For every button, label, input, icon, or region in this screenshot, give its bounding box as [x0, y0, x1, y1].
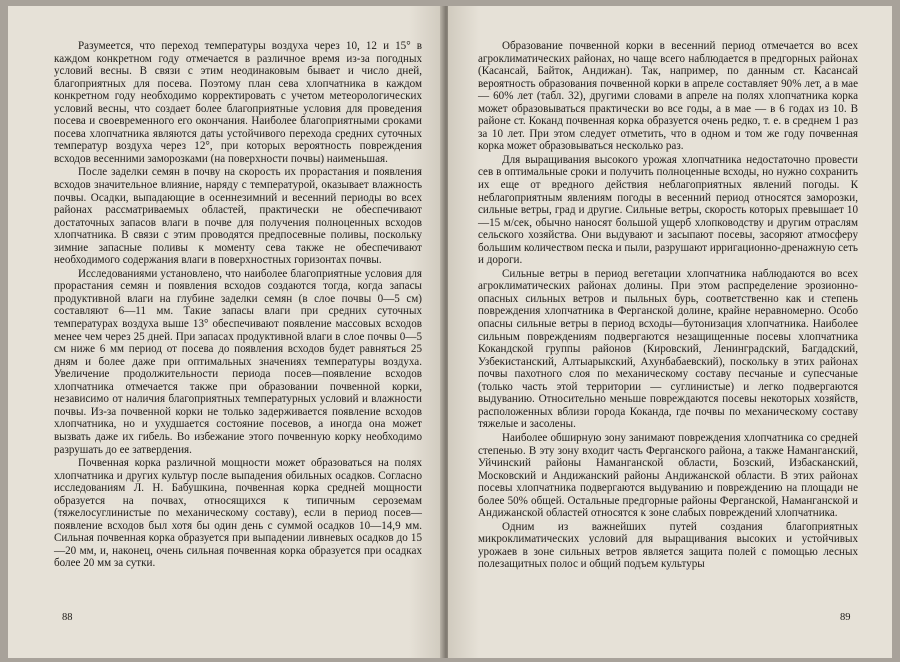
- paragraph: После заделки семян в почву на скорость их прорастания и появления всходов значительное влияние, наряду с температурой, оказывает влажность почвы. Осадки, выпадающие в осеннезимний и весенний периоды во всех районах рассматриваемых областей, практически не обеспечивают достаточных запасов влаги в почве для получения полноценных всходов хлопчатника. В связи с этим проводятся предпосевные поливы, поскольку зимние запасные поливы к моменту сева также не обеспечивают необходимого содержания влаги в поверхностных горизонтах почвы.: [54, 166, 422, 267]
- paragraph: Для выращивания высокого урожая хлопчатника недостаточно провести сев в оптимальные сроки и получить полноценные всходы, но нужно сохранить их еще от вредного действия неблагоприятных явлений погоды. К неблагоприятным явлениям погоды в весенний период относятся заморозки, сильные ветры, град и другие. Сильные ветры, скорость которых превышает 10—15 м/сек, обычно наносят большой ущерб хлопководству и другим отраслям сельского хозяйства. Они выдувают и засыпают посевы, засоряют атмосферу большим количеством песка и пыли, разрушают ирригационно-дренажную сеть и дороги.: [478, 153, 858, 267]
- page-number: 88: [62, 612, 73, 623]
- left-page: [8, 6, 444, 658]
- right-page-text: [478, 40, 858, 571]
- left-page-text: [54, 40, 422, 570]
- paragraph: Образование почвенной корки в весенний период отмечается во всех агроклиматических районах, но чаще всего наблюдается в предгорных районах (Касансай, Байток, Андижан). Так, например, по данным ст. Касансай вероятность образования почвенной корки в апреле составляет 90% лет, а в мае — 60% лет (табл. 32), другими словами в апреле на полях хлопчатника корка может образовываться практически во все годы, а в мае — в 6 годах из 10. В районе ст. Коканд почвенная корка образуется очень редко, т. е. в среднем 1 раз за 10 лет. При этом следует отметить, что в одном и том же году почвенная корка может образовываться несколько раз.: [478, 40, 858, 153]
- paragraph: Сильные ветры в период вегетации хлопчатника наблюдаются во всех агроклиматических районах долины. При этом распределение эрозионно-опасных сильных ветров и пыльных бурь, соответственно как и степень повреждения хлопчатника в Ферганской долине, крайне неравномерно. Особо опасны сильные ветры в период всходы—бутонизация хлопчатника. Наиболее сильным повреждениям подвергаются незащищенные посевы хлопчатника Кокандской группы районов (Кировский, Ленинградский, Багдадский, Узбекистанский, Алтыарыкский, Ахунбабаевский), поскольку в этих районах почвы пахотного слоя по механическому составу песчаные и супесчаные (только часть этой территории — суглинистые) и легко подвергаются выдуванию. Относительно меньше повреждаются посевы некоторых хозяйств, расположенных вблизи города Коканда, где почвы по механическому составу тяжелые и засолены.: [478, 267, 858, 431]
- paragraph: Наиболее обширную зону занимают повреждения хлопчатника со средней степенью. В эту зону входит часть Ферганского района, а также Наманганский, Уйчинский районы Наманганской области, Бозский, Избасканский, Московский и Андижанский районы Андижанской области. В этих районах посевы хлопчатника подвергаются выдуванию и повреждению на площади не более 50% общей. Остальные предгорные районы Ферганской, Наманганской и Андижанской областей относятся к зоне слабых повреждений хлопчатника.: [478, 431, 858, 520]
- paragraph: Почвенная корка различной мощности может образоваться на полях хлопчатника и других культур после выпадения обильных осадков. Согласно исследованиям Л. Н. Бабушкина, почвенная корка средней мощности образуется на почвах, относящихся к типичным сероземам (тяжелосуглинистые по механическому составу), если в период посев—появление всходов был хотя бы один день с суммой осадков 10—14,9 мм. Сильная почвенная корка образуется при выпадении ливневых осадков до 15—20 мм, и, наконец, очень сильная почвенная корка образуется при осадках более 20 мм за сутки.: [54, 457, 422, 570]
- page-number: 89: [840, 612, 851, 623]
- paragraph: Исследованиями установлено, что наиболее благоприятные условия для прорастания семян и появления всходов создаются тогда, когда запасы продуктивной влаги на глубине заделки семян (в слое почвы 0—5 см) составляют 6—11 мм. Такие запасы влаги при средних суточных температурах воздуха выше 13° обеспечивают появление массовых всходов менее чем через 25 дней. При запасах продуктивной влаги в слое почвы 0—5 см ниже 6 мм период от посева до появления всходов будет равняться 25 дням и более даже при оптимальных значениях температуры воздуха. Увеличение продолжительности периода посев—появление всходов хлопчатника отмечается также при образовании почвенной корки, независимо от наличия благоприятных температурных условий и влажности почвы. Из-за почвенной корки не только задерживается появление всходов хлопчатника, но и ухудшается состояние посевов, а иногда она может вызвать даже их гибель. Во избежание этого почвенную корку необходимо разрушать до ее затвердения.: [54, 267, 422, 456]
- right-page: [448, 6, 892, 658]
- paragraph: Разумеется, что переход температуры воздуха через 10, 12 и 15° в каждом конкретном году отмечается в различное время из-за погодных условий весны. В связи с этим неодинаковым бывает и число дней, благоприятных для посева. Поэтому план сева хлопчатника в каждом конкретном году необходимо корректировать с учетом метеорологических условий весны, что создает более благоприятные условия для проведения посева и своевременного его окончания. Наиболее благоприятными сроками посева хлопчатника являются даты устойчивого перехода средних суточных температур воздуха через 12°, при которых вероятность повреждения всходов весенними заморозками (на поверхности почвы) наименьшая.: [54, 40, 422, 165]
- paragraph: Одним из важнейших путей создания благоприятных микроклиматических условий для выращивания высоких и устойчивых урожаев в зоне сильных ветров является защита полей с помощью лесных полезащитных полос и общий подъем культуры: [478, 520, 858, 571]
